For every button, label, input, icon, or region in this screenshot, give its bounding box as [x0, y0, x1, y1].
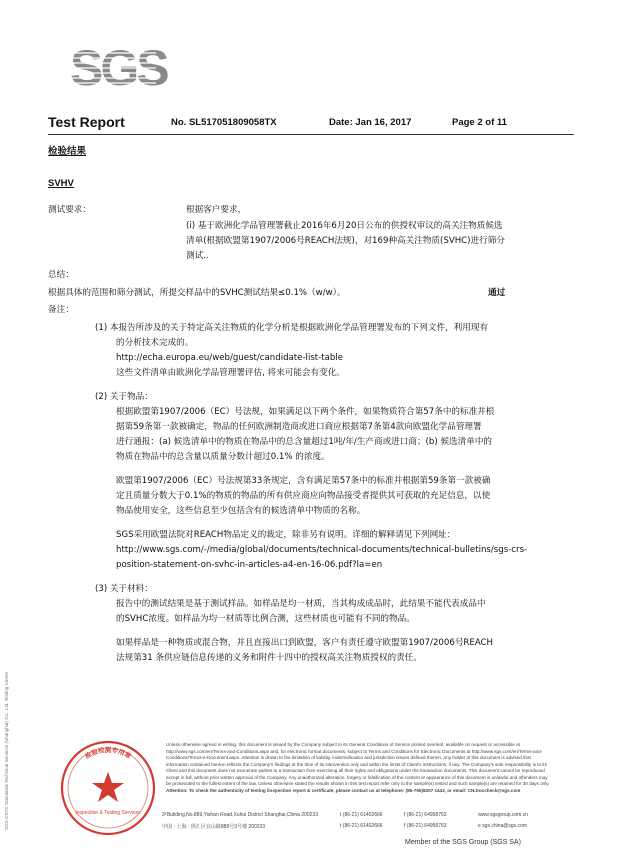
address-cn: 中国 · 上海 · 徐汇区宜山路889号3号楼 200233 [162, 824, 266, 830]
sgs-logo-lines-icon [70, 40, 167, 96]
member-text: Member of the SGS Group (SGS SA) [405, 839, 521, 846]
note3-label: (3) 关于材料： [95, 584, 153, 594]
fax-cn: f (86-21) 64958763 [404, 823, 447, 829]
footer-disclaimer [166, 742, 552, 794]
report-number: No. SL517051809058TX [171, 117, 277, 128]
requirement-line: 根据客户要求， [186, 205, 247, 215]
fax-en: f (86-21) 64958763 [404, 812, 447, 818]
website-link[interactable]: www.sgsgroup.com.cn [478, 812, 529, 818]
disclaimer-text: Unless otherwise agreed in writing, this document is issued by the Company subject to its General Conditions of Service printed overleaf, available on request or accessible at http://www.sgs.com/en/Terms-and-Conditions.aspx and, for electronic format documents, subject to Terms and Conditions for Electronic Documents at http://www.sgs.com/en/Terms-and-Conditions/Terms-e-Document.aspx. Attention is drawn to the limitation of liability, indemnification and jurisdiction issues defined therein. Any holder of this document is advised that information contained hereon reflects the Company's findings at the time of its intervention only and within the limits of Client's instructions, if any. The Company's sole responsibility is to its Client and this document does not exonerate parties to a transaction from exercising all their rights and obligations under the transaction documents. This document cannot be reproduced except in full, without prior written approval of the Company. Any unauthorized alteration, forgery or falsification of the content or appearance of this document is unlawful and offenders may be prosecuted to the fullest extent of the law. Unless otherwise stated the results shown in this test report refer only to the sample(s) tested and such sample(s) are retained for 30 days only. [166, 742, 550, 786]
svhc-heading: SVHV [48, 178, 74, 189]
seal-text: 检验检测专用章 [83, 746, 133, 761]
header-rule [48, 134, 574, 135]
note2-url[interactable]: position-statement-on-svhc-in-articles-a4-en-16-06.pdf?la=en [116, 560, 383, 570]
seal-subtext: Inspection & Testing Services [75, 810, 141, 816]
summary-result: 通过 [488, 288, 506, 298]
sgs-logo-text: SGS [70, 40, 167, 96]
note2-label: (2) 关于物品： [95, 392, 153, 402]
note1-line: 这些文件清单由欧洲化学品管理署评估, 将来可能会有变化。 [116, 368, 345, 378]
requirement-label: 测试要求： [48, 205, 91, 215]
note2-line: 定且质量分数大于0.1%的物质的物品的所有供应商应向物品接受者提供其可获取的充足信息，以使 [116, 491, 491, 501]
phone-cn: t (86-21) 61402666 [340, 823, 383, 829]
summary-label: 总结： [48, 270, 74, 280]
phone-en: t (86-21) 61402666 [340, 812, 383, 818]
note2-line: 根据欧盟第1907/2006（EC）号法规，如果满足以下两个条件，如果物质符合第57条中的标准并根 [116, 407, 495, 417]
note2-line: SGS采用欧盟法院对REACH物品定义的裁定，除非另有说明。详细的解释请见下列网址： [116, 530, 456, 540]
sgs-logo [70, 40, 167, 96]
requirement-line: 清单(根据欧盟第1907/2006号REACH法规)，对169种高关注物质(SVHC)进行筛分 [186, 236, 505, 246]
report-title: Test Report [48, 114, 125, 130]
note1-line: 的分析技术完成的。 [116, 338, 194, 348]
note2-line: 据第59条第一款被确定，物品的任何欧洲制造商或进口商应根据第7条第4款向欧盟化学品管理署 [116, 422, 482, 432]
side-company-text: SGS-CSTC Standards Technical Services (Shanghai) Co., Ltd. Testing Center [4, 671, 9, 830]
notes-label: 备注： [48, 305, 74, 315]
page-number: Page 2 of 11 [452, 117, 507, 128]
note2-line: 物质在物品中的总含量以质量分数计超过0.1% 的浓度。 [116, 452, 330, 462]
requirement-line: 测试.. [186, 251, 209, 261]
note3-line: 如果样品是一种物质或混合物，并且直接出口到欧盟，客户有责任遵守欧盟第1907/2006号REACH [116, 638, 494, 648]
note3-line: 报告中的测试结果是基于测试样品。如样品是均一材质，当其构成成品时，此结果不能代表成品中 [116, 599, 486, 609]
summary-text: 根据具体的范围和筛分测试，所提交样品中的SVHC测试结果≤0.1%（w/w）。 [48, 288, 346, 298]
requirement-line: (i) 基于欧洲化学品管理署截止2016年6月20日公布的供授权审议的高关注物质候选 [186, 221, 503, 231]
svg-text:检验检测专用章 [83, 745, 133, 761]
note3-line: 法规第31 条供应链信息传递的义务和附件十四中的授权高关注物质授权的责任。 [116, 653, 422, 663]
note2-url[interactable]: http://www.sgs.com/-/media/global/documents/technical-documents/technical-bulletins/sgs-crs- [116, 545, 528, 555]
note3-line: 的SVHC浓度。如样品为均一材质等比例合测，这些材质也可能有不同的物品。 [116, 614, 415, 624]
note2-line: 进行通报：(a) 候选清单中的物质在物品中的总含量超过1吨/年/生产商或进口商；(b) 候选清单中的 [116, 437, 493, 447]
note2-line: 物品使用安全，这些信息至少包括含有的候选清单中物质的名称。 [116, 506, 366, 516]
address-en: 3ᵀBuilding,No.889,Yishan Road,Xuhui District Shanghai,China 200233 [162, 812, 318, 818]
note2-line: 欧盟第1907/2006（EC）号法规第33条规定，含有满足第57条中的标准并根据第59条第一款被确 [116, 476, 491, 486]
email-link[interactable]: e sgs.china@sgs.com [478, 823, 527, 829]
section-title: 检验结果 [48, 146, 87, 157]
inspection-seal-icon [58, 738, 158, 838]
attention-text: Attention: To check the authenticity of testing /inspection report & certificate, please contact us at telephone: (86-755)8307 1443, or email: CN.Doccheck@sgs.com [166, 787, 521, 793]
note1-line: (1) 本报告所涉及的关于特定高关注物质的化学分析是根据欧洲化学品管理署发布的下列文件，利用现有 [95, 323, 489, 333]
report-date: Date: Jan 16, 2017 [329, 117, 412, 128]
note1-url[interactable]: http://echa.europa.eu/web/guest/candidate-list-table [116, 353, 344, 363]
